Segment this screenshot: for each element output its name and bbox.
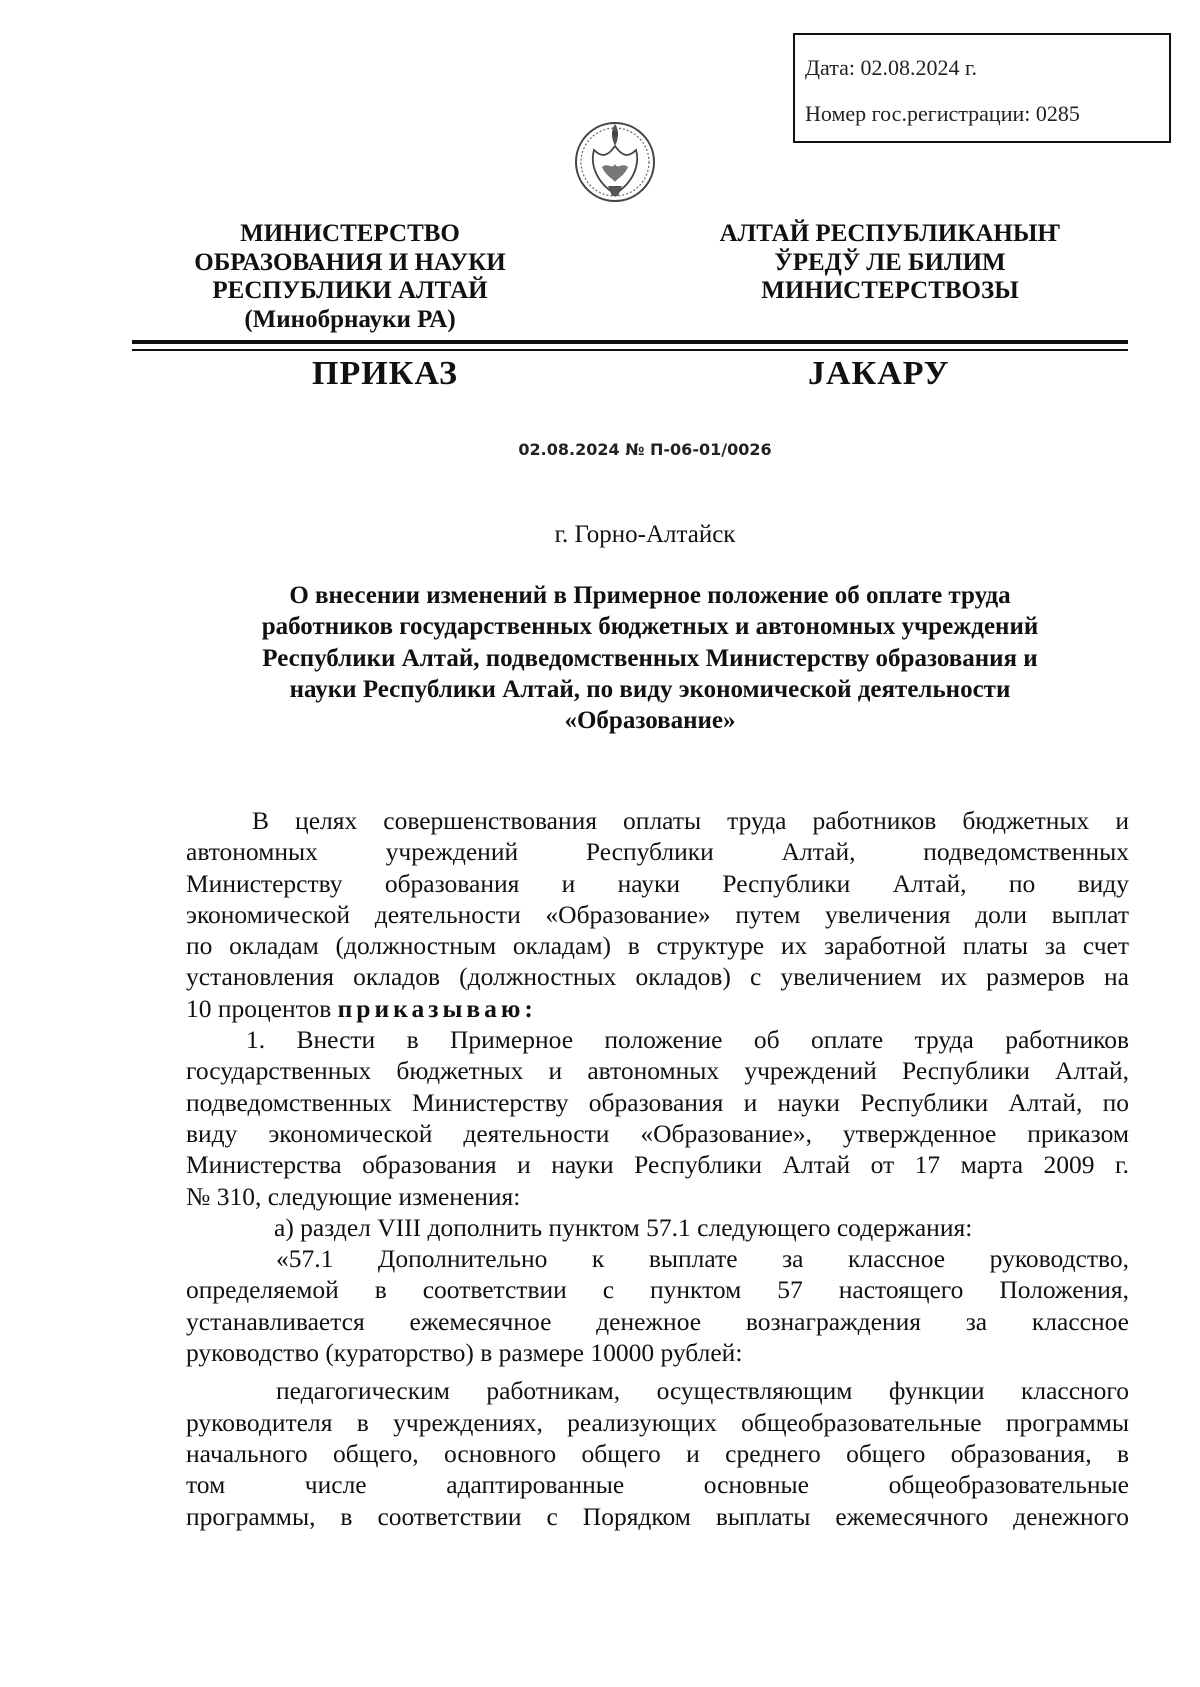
body-line: устанавливается ежемесячное денежное вознаграждения за классное: [186, 1306, 1129, 1336]
body-line: виду экономической деятельности «Образование», утвержденное приказом: [186, 1118, 1129, 1148]
body-line: В целях совершенствования оплаты труда работников бюджетных и: [252, 806, 1129, 835]
order-title-altai: ЈАКАРУ: [808, 355, 950, 392]
subject-line: работников государственных бюджетных и автономных учреждений: [261, 613, 1039, 641]
body-line: установления окладов (должностных окладов) с увеличением их размеров на: [186, 962, 1129, 992]
registration-box: [793, 33, 1171, 143]
ministry-name-abbreviation: (Минобрнауки РА): [244, 305, 456, 333]
subject-line: «Образование»: [564, 707, 736, 735]
order-title-russian: ПРИКАЗ: [312, 355, 458, 392]
header-divider-thin: [132, 349, 1128, 351]
body-line: педагогическим работникам, осуществляющим функции классного: [276, 1376, 1129, 1406]
registration-date: Дата: 02.08.2024 г.: [805, 55, 978, 80]
ministry-name-line: МИНИСТЕРСТВО: [240, 220, 460, 247]
subject-line: науки Республики Алтай, по виду экономической деятельности: [289, 675, 1011, 703]
order-verb: приказываю:: [337, 993, 537, 1023]
body-line: программы, в соответствии с Порядком выплаты ежемесячного денежного: [186, 1501, 1129, 1531]
body-line: «57.1 Дополнительно к выплате за классное руководство,: [276, 1244, 1129, 1274]
ministry-name-altai: [690, 220, 1090, 306]
ministry-name-line: ОБРАЗОВАНИЯ И НАУКИ: [194, 248, 506, 276]
body-line: руководство (кураторство) в размере 10000 рублей:: [186, 1338, 743, 1368]
body-line: определяемой в соответствии с пунктом 57 настоящего Положения,: [186, 1275, 1129, 1305]
order-subject: [200, 580, 1100, 736]
body-line: по окладам (должностным окладам) в структуре их заработной платы за счет: [186, 931, 1129, 961]
body-line: Министерству образования и науки Республики Алтай, по виду: [186, 868, 1129, 898]
body-line: 1. Внести в Примерное положение об оплате труда работников: [246, 1025, 1129, 1055]
registration-number: Номер гос.регистрации: 0285: [805, 101, 1080, 126]
body-line: государственных бюджетных и автономных учреждений Республики Алтай,: [186, 1056, 1129, 1086]
body-line: автономных учреждений Республики Алтай, подведомственных: [186, 837, 1129, 867]
city-name: г. Горно-Алтайск: [554, 521, 736, 548]
body-line: [186, 993, 1129, 1024]
header-divider-thick: [132, 340, 1128, 344]
ministry-name-line: РЕСПУБЛИКИ АЛТАЙ: [212, 277, 488, 304]
subject-line: О внесении изменений в Примерное положение об оплате труда: [289, 582, 1011, 609]
body-line: № 310, следующие изменения:: [186, 1181, 521, 1211]
ministry-name-line: МИНИСТЕРСТВОЗЫ: [761, 277, 1019, 304]
subject-line: Республики Алтай, подведомственных Министерству образования и: [262, 644, 1038, 672]
body-line: Министерства образования и науки Республики Алтай от 17 марта 2009 г.: [186, 1150, 1129, 1180]
ministry-name-line: АЛТАЙ РЕСПУБЛИКАНЫҤ: [719, 220, 1061, 247]
republic-altai-coat-of-arms-icon: [572, 112, 658, 216]
body-line: подведомственных Министерству образования и науки Республики Алтай, по: [186, 1087, 1129, 1117]
body-line: а) раздел VIII дополнить пунктом 57.1 следующего содержания:: [274, 1212, 973, 1242]
body-line: экономической деятельности «Образование» путем увеличения доли выплат: [186, 899, 1129, 929]
order-body: [186, 805, 1129, 1532]
body-line-text: 10 процентов: [186, 993, 338, 1023]
body-line: руководителя в учреждениях, реализующих общеобразовательные программы: [186, 1407, 1129, 1437]
order-number: 02.08.2024 № П-06-01/0026: [518, 440, 772, 459]
body-line: начального общего, основного общего и среднего общего образования, в: [186, 1438, 1129, 1468]
ministry-name-russian: [170, 220, 530, 334]
ministry-name-line: ЎРЕДЎ ЛЕ БИЛИМ: [774, 248, 1006, 276]
body-line: том числе адаптированные основные общеобразовательные: [186, 1470, 1129, 1500]
